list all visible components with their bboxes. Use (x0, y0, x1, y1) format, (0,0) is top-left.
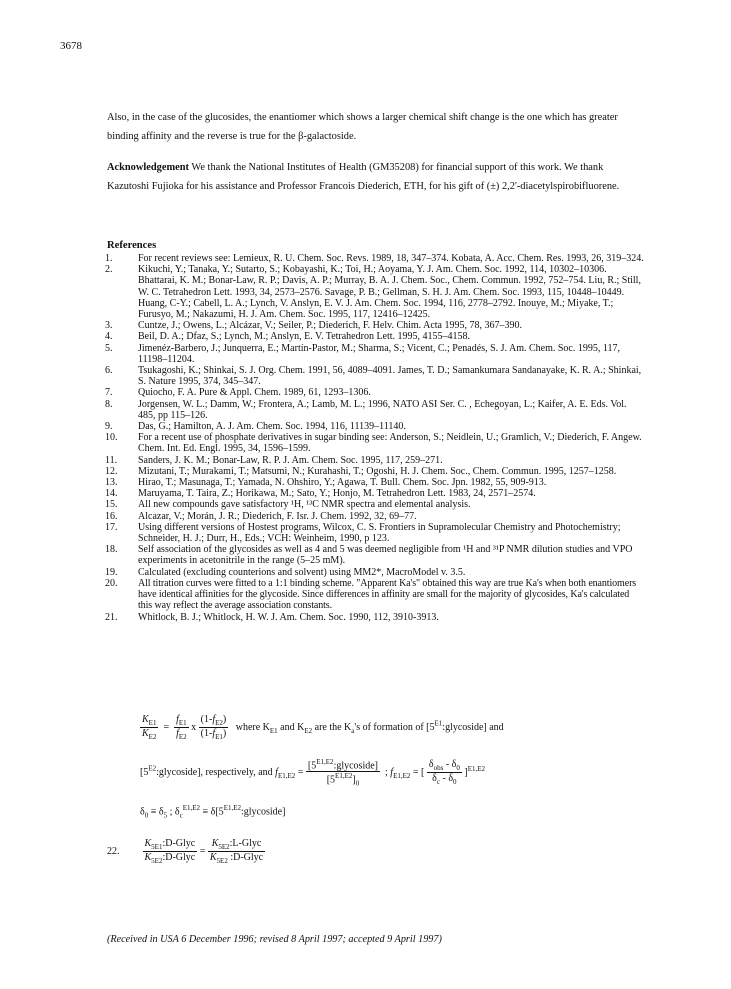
equation-21-where: where $K_{E1}$ and $K_{E2}$ are the $K_a's$ of formation of $[5^{E1}:glycoside]$ and (235, 719, 504, 735)
page-number: 3678 (60, 40, 82, 52)
fraction-ref22-left: $\frac{K_{5E1}:D-Glyc}{K_{5E2}:D-Glyc}$ (144, 838, 196, 865)
reference-item (105, 522, 645, 544)
fraction-K-ratio: $\frac{K_{E1}}{K_{E2}}$ (142, 714, 157, 741)
ref-22: 22. $\frac{K_{5E1}:D-Glyc}{K_{5E2}:D-Glyc}$ = $\frac{K_{5E2}:L-Glyc}{K_{5E2} :D-Glyc}$ (107, 838, 264, 865)
reference-number: 13. (105, 477, 118, 489)
acknowledgement-text: We thank the National Institutes of Health (GM35208) for financial support of this work. We thank Kazutoshi Fujioka for his assistance and Professor Francois Diederich, ETH, for his gift of (±) 2,2'-diacetylspirobifluorene. (107, 162, 620, 192)
reference-item (105, 477, 645, 488)
reference-number: 17. (105, 521, 118, 533)
reference-text: Quiocho, F. A. Pure & Appl. Chem. 1989, 61, 1293–1306. (138, 387, 371, 399)
fraction-fE1E2: $\frac{[5^{E1,E2}:glycoside]}{[5^{E1,E2}]_0}$ (307, 758, 378, 788)
reference-text: Beil, D. A.; Dfaz, S.; Lynch, M.; Anslyn, E. V. Tetrahedron Lett. 1995, 4155–4158. (138, 331, 471, 343)
reference-text: For recent reviews see: Lemieux, R. U. Chem. Soc. Revs. 1989, 18, 347–374. Kobata, A. Acc. Chem. Res. 1993, 26, 319–324. (138, 253, 644, 264)
fraction-delta: $\frac{\delta_{obs} - \delta_0}{\delta_c - \delta_0}$ (428, 759, 460, 787)
reference-item (105, 499, 645, 510)
equation-21-line2: $[5^{E2}:glycoside]$, respectively, and $f_{E1,E2}$ = $\frac{[5^{E1,E2}:glycoside]}{[5^{E1,E2}]_0}$ ; $f_{E1,E2}$ = [ $\frac{\delta_{obs} - \delta_0}{\delta_c - \delta_0}$ ]$^{E1,E2}$ (140, 758, 486, 788)
reference-item (105, 511, 645, 522)
reference-item (105, 544, 645, 566)
reference-text: Using different versions of Hostest programs, Wilcox, C. S. Frontiers in Supramolecular Chemistry and Photochemistry; Schneider, H. J.; Durr, H., Eds.; VCH: Weinheim, 1990, p 123. (138, 521, 621, 545)
reference-number: 6. (105, 365, 113, 377)
reference-item (105, 421, 645, 432)
reference-number: 9. (105, 421, 113, 433)
reference-text: Hirao, T.; Masunaga, T.; Yamada, N. Ohshiro, Y.; Agawa, T. Bull. Chem. Soc. Jpn. 1982, 55, 909-913. (138, 477, 547, 489)
received-dates: (Received in USA 6 December 1996; revised 8 April 1997; accepted 9 April 1997) (107, 934, 442, 945)
reference-text: Kikuchi, Y.; Tanaka, Y.; Sutarto, S.; Kobayashi, K.; Toi, H.; Aoyama, Y. J. Am. Chem. Soc. 1992, 114, 10302–10306. Bhattarai, K. M.; Bonar-Law, R. P.; Davis, A. P.; Murray, B. A. J. Chem. Soc., Chem. Commun. 1992, 752–754. Liu, R.; Still, W. C. Tetrahedron Lett. 1993, 34, 2573–2576. Savage, P. B.; Gellman, S. H. J. Am. Chem. Soc. 1993, 115, 10448–10449. Huang, C-Y.; Cabell, L. A.; Lynch, V. Anslyn, E. V. J. Am. Chem. Soc. 1994, 116, 2778–2792. Inouye, M.; Miyake, T.; Furusyo, M.; Nakazumi, H. J. Am. Chem. Soc. 1995, 117, 12416–12425. (138, 264, 641, 321)
references-heading: References (107, 240, 157, 251)
reference-item (105, 399, 645, 421)
reference-number: 10. (105, 432, 118, 444)
reference-text: Tsukagoshi, K.; Shinkai, S. J. Org. Chem. 1991, 56, 4089–4091. James, T. D.; Samankumara Sandanayake, K. R. A.; Shinkai, S. Nature 1995, 374, 345–347. (138, 365, 642, 388)
reference-text: Cuntze, J.; Owens, L.; Alcázar, V.; Seiler, P.; Diederich, F. Helv. Chim. Acta 1995, 78, 367–390. (138, 320, 522, 332)
reference-item (105, 331, 645, 342)
reference-text: Self association of the glycosides as well as 4 and 5 was deemed negligible from ¹H and ³¹P NMR dilution studies and VPO experiments in acetonitrile in the range (5–25 mM). (138, 544, 633, 567)
reference-item (105, 387, 645, 398)
reference-number: 15. (105, 499, 118, 511)
fraction-ref22-right: $\frac{K_{5E2}:L-Glyc}{K_{5E2} :D-Glyc}$ (209, 838, 264, 865)
references-list (105, 253, 645, 623)
reference-text: For a recent use of phosphate derivatives in sugar binding see: Anderson, S.; Neidlein, U.; Gramlich, V.; Diederich, F. Angew. Chem. Int. Ed. Engl. 1995, 34, 1596–1599. (138, 432, 642, 455)
reference-text: All titration curves were fitted to a 1:1 binding scheme. "Apparent Ka's" obtained this way are true Ka's when both enantiomers have identical affinities for the glycoside. Since differences in affinity are small for the majority of glycosides, Ka's calculated this way reflect the average association constants. (138, 577, 637, 612)
reference-text: Das, G.; Hamilton, A. J. Am. Chem. Soc. 1994, 116, 11139–11140. (138, 421, 406, 433)
reference-item (105, 612, 645, 623)
reference-number: 18. (105, 544, 118, 556)
acknowledgement-heading: Acknowledgement (107, 162, 189, 173)
reference-item (105, 343, 645, 365)
equation-21-line3: $\delta_0 \equiv \delta_5$ ; $\delta_c^{E1,E2}$ ≡ $\delta[5^{E1,E2}:glycoside]$ (140, 804, 286, 820)
reference-text: Calculated (excluding counterions and solvent) using MM2*, MacroModel v. 3.5. (138, 566, 466, 578)
reference-text: Alcazar, V.; Morán, J. R.; Diederich, F. Isr. J. Chem. 1992, 32, 69–77. (138, 510, 417, 522)
reference-text: All new compounds gave satisfactory ¹H, ¹³C NMR spectra and elemental analysis. (138, 499, 471, 511)
reference-number: 5. (105, 342, 113, 354)
reference-item (105, 320, 645, 331)
reference-number: 7. (105, 387, 113, 399)
acknowledgement-paragraph (107, 158, 637, 196)
reference-item (105, 488, 645, 499)
reference-text: Jimenéz-Barbero, J.; Junquerra, E.; Martín-Pastor, M.; Sharma, S.; Vicent, C.; Penadés, S. J. Am. Chem. Soc. 1995, 117, 11198–11204. (138, 342, 620, 365)
paragraph-glucosides: Also, in the case of the glucosides, the enantiomer which shows a larger chemical shift change is the one which has greater binding affinity and the reverse is true for the β-galactoside. (107, 112, 618, 142)
reference-item (105, 253, 645, 264)
reference-item (105, 578, 645, 612)
fraction-one-minus-f: $\frac{(1-f_{E2})}{(1-f_{E1})}$ (200, 714, 227, 741)
fraction-f-ratio: $\frac{f_{E1}}{f_{E2}}$ (176, 714, 187, 741)
reference-number: 8. (105, 398, 113, 410)
equation-21-line1: $\frac{K_{E1}}{K_{E2}}$ = $\frac{f_{E1}}{f_{E2}}$ x $\frac{(1-f_{E2})}{(1-f_{E1})}$ where $K_{E1}$ and $K_{E2}$ are the $K_a's$ of formation of $[5^{E1}:glycoside]$ and (142, 714, 504, 741)
reference-item (105, 264, 645, 320)
reference-text: Jorgensen, W. L.; Damm, W.; Frontera, A.; Lamb, M. L.; 1996, NATO ASI Ser. C. , Echegoyan, L.; Kaifer, A. E. Eds. Vol. 485, pp 115–126. (138, 398, 627, 421)
reference-number: 3. (105, 320, 113, 332)
reference-number: 12. (105, 465, 118, 477)
reference-item (105, 432, 645, 454)
reference-item (105, 455, 645, 466)
reference-number: 11. (105, 454, 118, 466)
reference-number: 2. (105, 264, 113, 276)
reference-number: 16. (105, 510, 118, 522)
reference-item (105, 365, 645, 387)
reference-number: 4. (105, 331, 113, 343)
reference-number: 1. (105, 253, 113, 264)
reference-number: 14. (105, 488, 118, 500)
reference-text: Mizutani, T.; Murakami, T.; Matsumi, N.; Kurahashi, T.; Ogoshi, H. J. Chem. Soc., Chem. Commun. 1995, 1257–1258. (138, 465, 617, 477)
reference-number: 20. (105, 577, 118, 589)
reference-item (105, 567, 645, 578)
reference-text: Whitlock, B. J.; Whitlock, H. W. J. Am. Chem. Soc. 1990, 112, 3910-3913. (138, 611, 439, 623)
reference-item (105, 466, 645, 477)
reference-text: Sanders, J. K. M.; Bonar-Law, R. P. J. Am. Chem. Soc. 1995, 117, 259–271. (138, 454, 443, 466)
reference-text: Maruyama, T. Taira, Z.; Horikawa, M.; Sato, Y.; Honjo, M. Tetrahedron Lett. 1983, 24, 2571–2574. (138, 488, 536, 500)
reference-number: 19. (105, 566, 118, 578)
reference-number: 21. (105, 611, 118, 623)
